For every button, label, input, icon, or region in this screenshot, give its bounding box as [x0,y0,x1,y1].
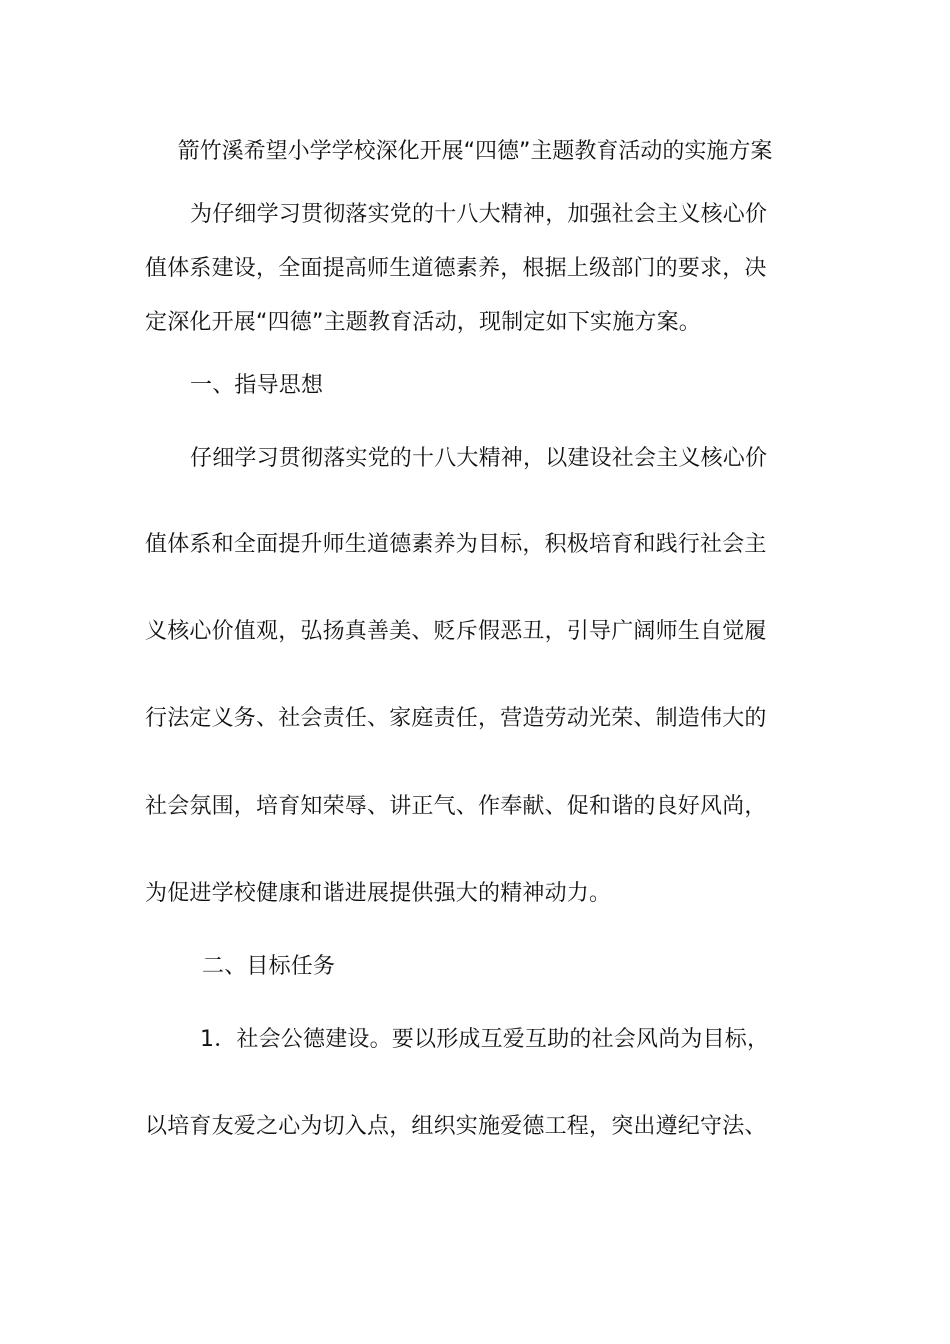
section-1-heading: 一、指导思想 [190,373,324,398]
section-2-heading: 二、目标任务 [202,954,336,979]
section-1-line-1: 仔细学习贯彻落实党的十八大精神，以建设社会主义核心价 [190,446,768,471]
intro-line-3: 定深化开展“四德”主题教育活动，现制定如下实施方案。 [145,310,701,335]
section-1-line-4: 行法定义务、社会责任、家庭责任，营造劳动光荣、制造伟大的 [145,706,767,731]
intro-line-1: 为仔细学习贯彻落实党的十八大精神，加强社会主义核心价 [190,202,768,227]
section-2-line-1: 1．社会公德建设。要以形成互爱互助的社会风尚为目标， [200,1027,770,1052]
document-title: 箭竹溪希望小学学校深化开展“四德”主题教育活动的实施方案 [177,139,773,164]
section-1-line-3: 义核心价值观，弘扬真善美、贬斥假恶丑，引导广阔师生自觉履 [145,619,767,644]
section-1-line-2: 值体系和全面提升师生道德素养为目标，积极培育和践行社会主 [145,532,767,557]
section-2-line-2: 以培育友爱之心为切入点，组织实施爱德工程，突出遵纪守法、 [145,1114,767,1139]
section-1-line-5: 社会氛围，培育知荣辱、讲正气、作奉献、促和谐的良好风尚， [145,794,767,819]
intro-line-2: 值体系建设，全面提高师生道德素养，根据上级部门的要求，决 [145,256,767,281]
section-1-line-6: 为促进学校健康和谐进展提供强大的精神动力。 [145,881,612,906]
